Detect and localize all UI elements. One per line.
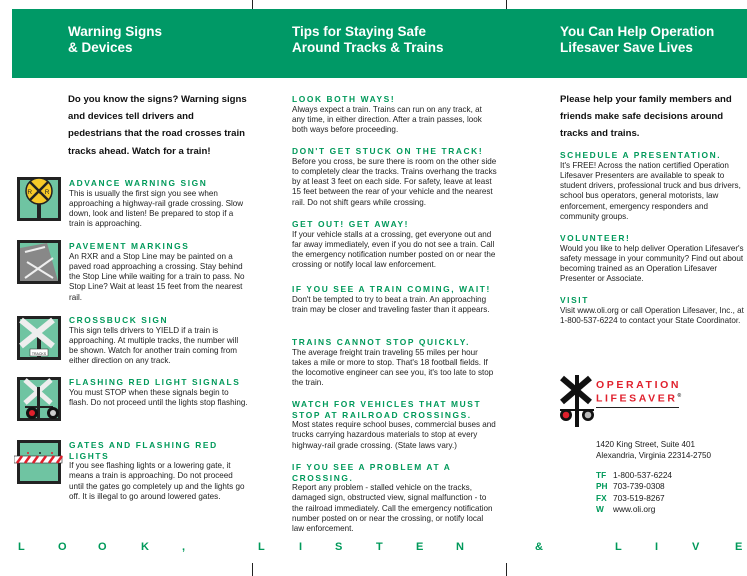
left-column-title: Warning Signs & Devices: [68, 24, 162, 55]
contact-value: 703-519-8267: [613, 492, 665, 503]
schedule-section: [560, 150, 745, 222]
section-heading: CROSSBUCK SIGN: [69, 315, 169, 325]
flashing-red-light-icon: [17, 377, 61, 421]
logo-line-2: LIFESAVER: [596, 392, 678, 405]
contact-value: 1-800-537-6224: [613, 470, 673, 480]
contact-tf: [596, 470, 672, 481]
tip-get-out: [292, 219, 497, 271]
contact-ph: [596, 481, 672, 492]
advance-warning-section: [69, 178, 249, 230]
footer-letter: I: [299, 541, 303, 553]
tip-cannot-stop: [292, 337, 497, 389]
fold-mark: [252, 0, 253, 9]
contact-fx: [596, 493, 672, 504]
contact-label: FX: [596, 492, 607, 503]
tip-body: Before you cross, be sure there is room on the other side to completely clear the tracks. Trains overhang the tracks by at least 3 feet on each side. For safety, leave at least 15 feet between the rear of your vehicle and the nearest rail. Do not shift gears while crossing.: [292, 156, 497, 207]
tip-see-problem: [292, 462, 497, 534]
footer-letter: S: [335, 541, 343, 553]
tip-look-both-ways: [292, 94, 497, 135]
contact-web[interactable]: [596, 504, 672, 515]
logo-line-1: OPERATION: [596, 379, 682, 391]
footer-letter: N: [456, 541, 464, 553]
operation-lifesaver-logo-icon: [557, 375, 597, 427]
tip-body: If your vehicle stalls at a crossing, get everyone out and far away immediately, even if you do not see a train. Call the emergency notification number posted on or near the crossing or notify local law enforcement.: [292, 229, 496, 270]
tip-body: The average freight train traveling 55 miles per hour takes a mile or more to stop. That's 18 football fields. If the locomotive engineer can see you, it's too late to stop the train.: [292, 347, 494, 388]
section-heading: VOLUNTEER!: [560, 233, 631, 243]
middle-column-title: Tips for Staying Safe Around Tracks & Trains: [292, 24, 444, 55]
pavement-markings-icon: [17, 240, 61, 284]
volunteer-section: [560, 233, 745, 285]
section-body: You must STOP when these signals begin to flash. Do not proceed until the lights stop flashing.: [69, 387, 248, 407]
footer-letter: &: [535, 541, 543, 553]
section-heading: GATES AND FLASHING RED LIGHTS: [69, 440, 218, 461]
contact-value[interactable]: www.oli.org: [613, 503, 656, 514]
section-heading: FLASHING RED LIGHT SIGNALS: [69, 377, 241, 387]
pavement-markings-section: [69, 241, 249, 303]
gate-icon: [14, 440, 64, 484]
footer-letter: T: [376, 541, 383, 553]
tip-heading: LOOK BOTH WAYS!: [292, 94, 396, 104]
gates-section: [69, 440, 249, 502]
tip-dont-get-stuck: [292, 146, 497, 208]
registered-mark: ®: [677, 393, 684, 399]
footer-letter: V: [692, 541, 700, 553]
footer-letter: ,: [182, 541, 186, 553]
fold-mark: [506, 563, 507, 576]
right-intro: Please help your family members and friends make safe decisions around tracks and trains.: [560, 94, 732, 140]
section-body: An RXR and a Stop Line may be painted on a paved road approaching a crossing. Stay behind the Stop Line while waiting for a train to pass. No Stop Line? Wait at least 15 feet from the nearest rail.: [69, 251, 245, 302]
fold-mark: [506, 0, 507, 9]
advance-warning-sign-icon: [17, 177, 61, 221]
tip-heading: GET OUT! GET AWAY!: [292, 219, 410, 229]
footer-letter: L: [258, 541, 265, 553]
advance-sign-rxr-text: R X R: [27, 189, 51, 196]
footer-letter: O: [58, 541, 67, 553]
logo-wordmark: [596, 380, 684, 405]
right-column-title: You Can Help Operation Lifesaver Save Lives: [560, 24, 715, 55]
left-intro: Do you know the signs? Warning signs and devices tell drivers and pedestrians that the road crosses train tracks ahead. Watch for a train!: [68, 94, 247, 157]
section-body: If you see flashing lights or a lowering gate, it means a train is approaching. Do not proceed until the gates go completely up and the lights go off. It is illegal to go around lowered gates.: [69, 461, 245, 501]
tip-train-coming: [292, 284, 497, 315]
tip-body: Don't be tempted to try to beat a train. An approaching train may be closer and traveling faster than it appears.: [292, 294, 490, 314]
section-body: It's FREE! Across the nation certified Operation Lifesaver Presenters are available to speak to student drivers, professional truck and bus drivers, school bus operators, general motorists, law enforcement, emergency responders and community groups.: [560, 160, 741, 221]
logo-rule: [596, 407, 679, 408]
tip-heading: WATCH FOR VEHICLES THAT MUST STOP AT RAILROAD CROSSINGS.: [292, 399, 482, 420]
footer-letter: K: [141, 541, 149, 553]
tip-watch-vehicles: [292, 399, 497, 451]
section-heading: SCHEDULE A PRESENTATION.: [560, 150, 722, 160]
footer-letter: E: [416, 541, 424, 553]
tip-heading: IF YOU SEE A TRAIN COMING, WAIT!: [292, 284, 491, 294]
footer-letter: L: [615, 541, 622, 553]
address-line-2: Alexandria, Virginia 22314-2750: [596, 450, 712, 460]
fold-mark: [252, 563, 253, 576]
footer-letter: E: [735, 541, 743, 553]
address: [596, 440, 711, 461]
section-heading: ADVANCE WARNING SIGN: [69, 178, 208, 188]
visit-section: [560, 295, 745, 326]
section-heading: PAVEMENT MARKINGS: [69, 241, 190, 251]
footer-letter: I: [655, 541, 659, 553]
crossbuck-section: [69, 315, 249, 367]
contact-value: 703-739-0308: [613, 481, 665, 492]
footer-letter: L: [18, 541, 25, 553]
flashing-lights-section: [69, 377, 249, 408]
tip-heading: TRAINS CANNOT STOP QUICKLY.: [292, 337, 470, 347]
crossbuck-tracks-text: TRACKS: [31, 352, 47, 356]
section-body: This is usually the first sign you see when approaching a highway-rail grade crossing. Slow down, look and listen! Be prepared to stop if a train is approaching.: [69, 188, 244, 229]
contact-label: TF: [596, 470, 607, 480]
contact-list: [596, 470, 672, 515]
section-heading: VISIT: [560, 295, 589, 305]
footer-letter: O: [98, 541, 107, 553]
tip-heading: IF YOU SEE A PROBLEM AT A CROSSING.: [292, 462, 452, 483]
contact-label: W: [596, 503, 604, 514]
section-body: Visit www.oli.org or call Operation Lifesaver, Inc., at 1-800-537-6224 to contact your State Coordinator.: [560, 305, 744, 325]
tip-body: Always expect a train. Trains can run on any track, at any time, in either direction. After a train passes, look both ways before proceeding.: [292, 104, 482, 135]
tip-body: Report any problem - stalled vehicle on the tracks, damaged sign, obstructed view, signal malfunction - to the railroad immediately. Call the emergency notification number posted on or near the crossing, or notify local law enforcement.: [292, 483, 493, 534]
crossbuck-sign-icon: [17, 316, 61, 360]
tip-body: Most states require school buses, commercial buses and trucks carrying hazardous materials to stop at every highway-rail grade crossing. (State laws vary.): [292, 420, 496, 450]
address-line-1: 1420 King Street, Suite 401: [596, 440, 695, 449]
tip-heading: DON'T GET STUCK ON THE TRACK!: [292, 146, 484, 156]
section-body: This sign tells drivers to YIELD if a train is approaching. At multiple tracks, the number will be shown. Watch for another train coming from either direction on any track.: [69, 325, 239, 366]
contact-label: PH: [596, 481, 608, 492]
section-body: Would you like to help deliver Operation Lifesaver's safety message in your community? Find out about becoming trained as an Operation Lifesaver Presenter or Associate.: [560, 243, 744, 284]
